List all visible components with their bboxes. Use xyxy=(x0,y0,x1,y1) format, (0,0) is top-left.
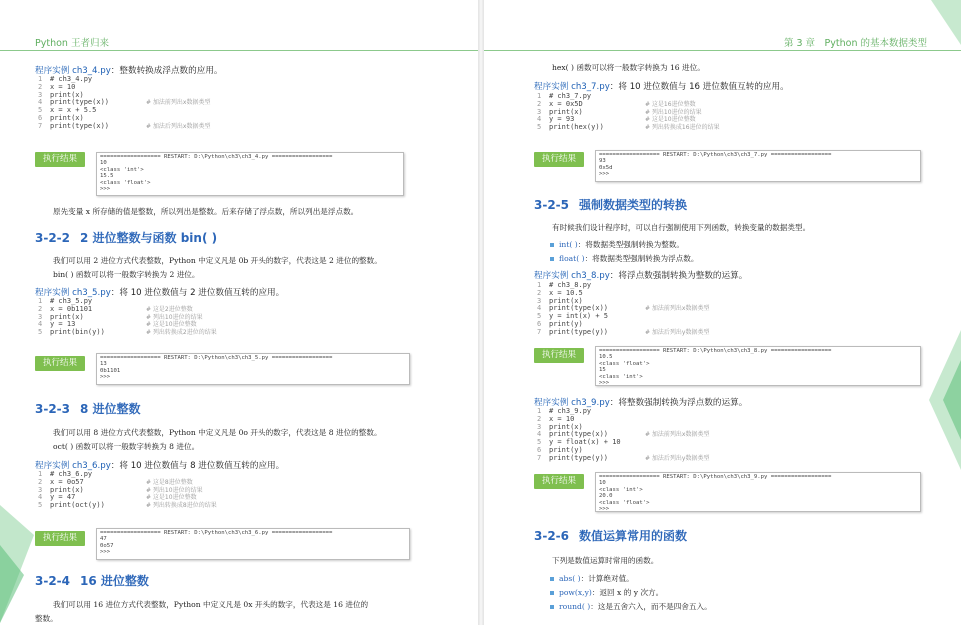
code-text: y = 13 xyxy=(50,320,76,329)
bullet-icon xyxy=(550,577,554,581)
code-text: print(type(x)) xyxy=(50,121,110,130)
example-caption-prefix: 程序实例 ch3_6.py xyxy=(35,461,111,471)
section-heading-3-2-4 xyxy=(35,572,149,589)
code-text: x = 10 xyxy=(549,414,575,423)
example-caption-prefix: 程序实例 ch3_8.py xyxy=(534,271,610,281)
line-number: 5 xyxy=(537,123,542,132)
run-result-label: 执行结果 xyxy=(35,152,85,167)
code-text: # ch3_6.py xyxy=(50,470,93,478)
example-caption-desc: ：将浮点数强制转换为整数的运算。 xyxy=(609,271,748,281)
output-line: 20.0 xyxy=(599,493,613,500)
line-number: 2 xyxy=(38,304,43,313)
code-comment: # 这是10进位整数 xyxy=(146,321,197,329)
code-text: y = 47 xyxy=(50,493,76,502)
line-number: 2 xyxy=(537,99,542,108)
section-title: 16 进位整数 xyxy=(80,574,149,588)
section-number: 3-2-6 xyxy=(534,529,570,543)
run-result-label: 执行结果 xyxy=(534,348,584,363)
line-number: 4 xyxy=(537,304,542,313)
output-line: >>> xyxy=(599,171,610,178)
output-line: <class 'int'> xyxy=(100,166,144,173)
code-text: print(x) xyxy=(549,107,583,116)
line-number: 4 xyxy=(537,115,542,124)
example-caption-desc: ：将 10 进位数值与 8 进位数值互转的应用。 xyxy=(110,461,285,471)
restart-banner: ================== RESTART: D:\Python\ch3\ch3_7.py ================== xyxy=(599,152,832,158)
section-title: 2 进位整数与函数 bin( ) xyxy=(80,231,218,245)
output-line: 0o57 xyxy=(100,542,114,549)
left-page xyxy=(0,0,478,625)
output-line: <class 'float'> xyxy=(599,360,650,367)
line-number: 3 xyxy=(38,90,43,99)
section-number: 3-2-4 xyxy=(35,574,71,588)
line-number: 5 xyxy=(537,438,542,447)
run-output-box xyxy=(96,152,404,196)
output-line: 10 xyxy=(599,480,606,487)
example-caption-ch3-7 xyxy=(534,80,789,92)
code-comment: # 列出10进位的结果 xyxy=(146,313,203,321)
bullet-text: ：将数据类型强制转换为浮点数。 xyxy=(584,254,699,263)
line-number: 5 xyxy=(38,501,43,510)
output-line: >>> xyxy=(599,506,610,512)
bullet-item xyxy=(550,253,698,264)
code-line xyxy=(537,329,797,337)
code-line xyxy=(537,455,797,463)
paragraph: 我们可以用 16 进位方式代表整数，Python 中定义凡是 0x 开头的数字，代表这是 16 进位的 xyxy=(53,600,369,609)
paragraph: 有时候我们设计程序时，可以自行强制使用下列函数，转换变量的数据类型。 xyxy=(552,223,811,232)
example-caption-desc: ：将整数强制转换为浮点数的运算。 xyxy=(609,398,748,408)
code-text: print(x) xyxy=(50,485,84,494)
line-number: 6 xyxy=(537,319,542,328)
output-line: 93 xyxy=(599,158,606,165)
example-caption-prefix: 程序实例 ch3_7.py xyxy=(534,82,610,92)
output-line: 15.5 xyxy=(100,173,114,180)
code-comment: # 列出转换成8进位的结果 xyxy=(146,502,217,510)
section-heading-3-2-6 xyxy=(534,527,687,544)
line-number: 2 xyxy=(537,288,542,297)
bullet-item xyxy=(550,601,712,612)
example-caption-desc: ：将 10 进位数值与 2 进位数值互转的应用。 xyxy=(110,288,285,298)
line-number: 7 xyxy=(537,453,542,462)
example-caption-desc: ：将 10 进位数值与 16 进位数值互转的应用。 xyxy=(609,82,789,92)
run-output-box xyxy=(96,353,410,385)
section-number: 3-2-5 xyxy=(534,198,570,212)
output-line: <class 'int'> xyxy=(599,373,643,380)
output-line: >>> xyxy=(100,186,111,193)
line-number: 4 xyxy=(38,320,43,329)
example-caption-prefix: 程序实例 ch3_9.py xyxy=(534,398,610,408)
line-number: 4 xyxy=(537,430,542,439)
code-text: print(type(x)) xyxy=(549,304,609,313)
code-listing xyxy=(537,408,797,466)
code-line xyxy=(38,329,298,337)
line-number: 6 xyxy=(537,445,542,454)
paragraph: bin( ) 函数可以将一般数字转换为 2 进位。 xyxy=(53,270,200,279)
line-number: 3 xyxy=(537,296,542,305)
section-title: 数值运算常用的函数 xyxy=(579,529,688,543)
code-listing xyxy=(38,471,298,515)
run-result-label: 执行结果 xyxy=(534,152,584,167)
line-number: 1 xyxy=(38,75,43,83)
header-rule xyxy=(0,50,478,51)
code-listing xyxy=(537,93,797,137)
section-heading-3-2-2 xyxy=(35,229,217,246)
code-text: print(hex(y)) xyxy=(549,123,604,132)
line-number: 3 xyxy=(537,107,542,116)
line-number: 6 xyxy=(38,113,43,122)
section-title: 强制数据类型的转换 xyxy=(579,198,688,212)
line-number: 2 xyxy=(38,82,43,91)
header-rule xyxy=(484,50,961,51)
code-comment: # 加法前列出x数据类型 xyxy=(645,431,710,439)
code-text: x = 0o57 xyxy=(50,477,84,486)
line-number: 4 xyxy=(38,98,43,107)
line-number: 5 xyxy=(537,312,542,321)
code-listing xyxy=(38,298,298,342)
code-text: y = float(x) + 10 xyxy=(549,438,621,447)
restart-banner: ================== RESTART: D:\Python\ch3\ch3_9.py ================== xyxy=(599,474,832,480)
bullet-item xyxy=(550,587,663,598)
output-line: 47 xyxy=(100,536,107,543)
line-number: 3 xyxy=(38,312,43,321)
section-heading-3-2-3 xyxy=(35,400,141,417)
paragraph: 整数。 xyxy=(35,614,58,623)
line-number: 2 xyxy=(38,477,43,486)
output-line: <class 'float'> xyxy=(100,179,151,186)
line-number: 7 xyxy=(38,121,43,130)
code-listing xyxy=(38,76,298,136)
line-number: 2 xyxy=(537,414,542,423)
section-heading-3-2-5 xyxy=(534,196,687,213)
code-text: print(type(x)) xyxy=(50,98,110,107)
paragraph: 我们可以用 8 进位方式代表整数，Python 中定义凡是 0o 开头的数字，代表这是 8 进位的整数。 xyxy=(53,428,382,437)
code-text: y = 93 xyxy=(549,115,575,124)
code-text: print(x) xyxy=(549,422,583,431)
code-text: x = 10.5 xyxy=(549,288,583,297)
output-line: >>> xyxy=(599,380,610,386)
function-name: abs( ) xyxy=(559,574,581,583)
right-page-header: 第 3 章 Python 的基本数据类型 xyxy=(783,38,927,49)
section-title: 8 进位整数 xyxy=(80,402,141,416)
code-text: print(x) xyxy=(50,113,84,122)
output-line: 15 xyxy=(599,367,606,374)
code-text: print(type(y)) xyxy=(549,327,609,336)
output-line: 0x5d xyxy=(599,164,613,171)
bullet-item xyxy=(550,573,634,584)
line-number: 1 xyxy=(537,281,542,289)
output-line: 10.5 xyxy=(599,354,613,361)
output-line: >>> xyxy=(100,549,111,556)
code-text: print(type(y)) xyxy=(549,453,609,462)
function-name: int( ) xyxy=(559,240,578,249)
bullet-icon xyxy=(550,605,554,609)
example-caption-prefix: 程序实例 ch3_4.py xyxy=(35,66,111,76)
right-page xyxy=(484,0,961,625)
example-caption-prefix: 程序实例 ch3_5.py xyxy=(35,288,111,298)
code-text: # ch3_9.py xyxy=(549,407,592,415)
code-comment: # 列出转换成16进位的结果 xyxy=(645,124,720,132)
code-comment: # 列出转换成2进位的结果 xyxy=(146,329,217,337)
code-comment: # 加法后列出y数据类型 xyxy=(645,328,710,336)
bullet-text: ：将数据类型强制转换为整数。 xyxy=(577,240,685,249)
bullet-text: ：这是五舍六入，而不是四舍五入。 xyxy=(590,602,712,611)
code-comment: # 这是10进位整数 xyxy=(146,494,197,502)
code-text: y = int(x) + 5 xyxy=(549,312,609,321)
run-result-label: 执行结果 xyxy=(534,474,584,489)
code-comment: # 这是10进位整数 xyxy=(645,116,696,124)
code-line xyxy=(537,408,797,416)
left-page-header: Python 王者归来 xyxy=(35,38,109,49)
code-line xyxy=(38,502,298,510)
run-output-box xyxy=(595,150,921,182)
code-text: x = 0b1101 xyxy=(50,304,93,313)
bullet-item xyxy=(550,239,684,250)
code-text: print(oct(y)) xyxy=(50,501,105,510)
run-result-label: 执行结果 xyxy=(35,356,85,371)
output-line: 13 xyxy=(100,361,107,368)
paragraph: 原先变量 x 所存储的值是整数，所以列出是整数。后来存储了浮点数，所以列出是浮点数。 xyxy=(53,207,359,216)
paragraph: 我们可以用 2 进位方式代表整数，Python 中定义凡是 0b 开头的数字，代表这是 2 进位的整数。 xyxy=(53,256,382,265)
code-comment: # 加法后列出y数据类型 xyxy=(645,454,710,462)
run-output-box xyxy=(96,528,410,560)
code-line xyxy=(38,76,298,84)
code-text: print(x) xyxy=(50,312,84,321)
line-number: 3 xyxy=(38,485,43,494)
example-caption-desc: ：整数转换成浮点数的应用。 xyxy=(110,66,223,76)
code-line xyxy=(38,123,298,131)
code-line xyxy=(537,124,797,132)
restart-banner: ================== RESTART: D:\Python\ch3\ch3_5.py ================== xyxy=(100,355,333,361)
bullet-icon xyxy=(550,591,554,595)
code-text: print(type(x)) xyxy=(549,430,609,439)
code-text: print(y) xyxy=(549,445,583,454)
code-comment: # 这是8进位整数 xyxy=(146,478,193,486)
line-number: 1 xyxy=(537,92,542,100)
line-number: 5 xyxy=(38,106,43,115)
paragraph: 下列是数值运算时常用的函数。 xyxy=(552,556,659,565)
function-name: round( ) xyxy=(559,602,591,611)
code-comment: # 这是16进位整数 xyxy=(645,100,696,108)
line-number: 1 xyxy=(537,407,542,415)
code-text: print(y) xyxy=(549,319,583,328)
output-line: <class 'int'> xyxy=(599,486,643,493)
code-comment: # 列出10进位的结果 xyxy=(146,486,203,494)
bullet-icon xyxy=(550,257,554,261)
restart-banner: ================== RESTART: D:\Python\ch3\ch3_4.py ================== xyxy=(100,154,333,160)
code-text: # ch3_8.py xyxy=(549,281,592,289)
code-text: # ch3_5.py xyxy=(50,297,93,305)
bullet-text: ：返回 x 的 y 次方。 xyxy=(591,588,664,597)
output-line: 0b1101 xyxy=(100,367,121,374)
run-result-label: 执行结果 xyxy=(35,531,85,546)
function-name: float( ) xyxy=(559,254,585,263)
code-text: # ch3_7.py xyxy=(549,92,592,100)
decorative-leaf-shape xyxy=(921,0,961,625)
code-listing xyxy=(537,282,797,340)
code-text: x = x + 5.5 xyxy=(50,106,97,115)
line-number: 5 xyxy=(38,328,43,337)
code-text: print(x) xyxy=(50,90,84,99)
line-number: 1 xyxy=(38,470,43,478)
decorative-leaf-shape xyxy=(0,505,40,625)
example-caption-ch3-8 xyxy=(534,269,747,281)
run-output-box xyxy=(595,472,921,512)
line-number: 4 xyxy=(38,493,43,502)
restart-banner: ================== RESTART: D:\Python\ch3\ch3_8.py ================== xyxy=(599,348,832,354)
output-line: 10 xyxy=(100,160,107,167)
line-number: 7 xyxy=(537,327,542,336)
output-line: >>> xyxy=(100,374,111,381)
paragraph: oct( ) 函数可以将一般数字转换为 8 进位。 xyxy=(53,442,200,451)
code-text: print(x) xyxy=(549,296,583,305)
restart-banner: ================== RESTART: D:\Python\ch3\ch3_6.py ================== xyxy=(100,530,333,536)
code-text: # ch3_4.py xyxy=(50,75,93,83)
line-number: 3 xyxy=(537,422,542,431)
code-text: print(bin(y)) xyxy=(50,328,105,337)
code-comment: # 列出10进位的结果 xyxy=(645,108,702,116)
bullet-icon xyxy=(550,243,554,247)
code-comment: # 加法后列出x数据类型 xyxy=(146,122,211,130)
code-text: x = 10 xyxy=(50,82,76,91)
function-name: pow(x,y) xyxy=(559,588,592,597)
paragraph: hex( ) 函数可以将一般数字转换为 16 进位。 xyxy=(552,63,705,72)
line-number: 1 xyxy=(38,297,43,305)
section-number: 3-2-3 xyxy=(35,402,71,416)
output-line: <class 'float'> xyxy=(599,499,650,506)
code-comment: # 加法前列出x数据类型 xyxy=(146,99,211,107)
bullet-text: ：计算绝对值。 xyxy=(580,574,634,583)
code-comment: # 加法前列出x数据类型 xyxy=(645,305,710,313)
run-output-box xyxy=(595,346,921,386)
section-number: 3-2-2 xyxy=(35,231,71,245)
code-comment: # 这是2进位整数 xyxy=(146,305,193,313)
code-text: x = 0x5D xyxy=(549,99,583,108)
